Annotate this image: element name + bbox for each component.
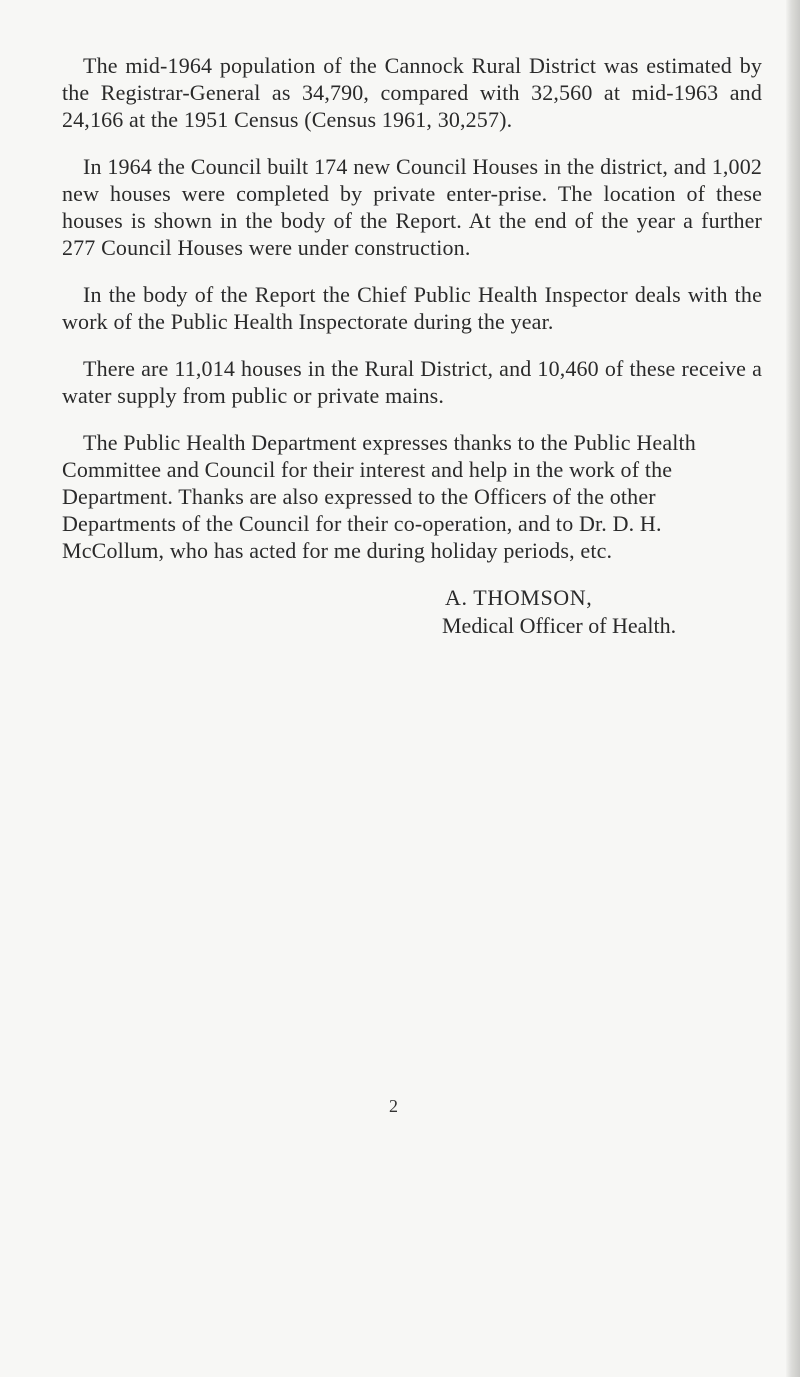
- paragraph-water-supply: There are 11,014 houses in the Rural District, and 10,460 of these receive a water supply from public or private mains.: [62, 356, 762, 408]
- signatory-name: A. THOMSON,: [445, 585, 593, 610]
- paragraph-housing: In 1964 the Council built 174 new Council Houses in the district, and 1,002 new houses were completed by private enter-prise. The location of these houses is shown in the body of the Report. At the end of the year a further 277 Council Houses were under construction.: [62, 154, 762, 260]
- paragraph-inspectorate: In the body of the Report the Chief Public Health Inspector deals with the work of the Public Health Inspectorate during the year.: [62, 282, 762, 334]
- paragraph-acknowledgements: The Public Health Department expresses thanks to the Public Health Committee and Council for their interest and help in the work of the Department. Thanks are also expressed to the Officers of the other Departments of the Council for their co-operation, and to Dr. D. H. McCollum, who has acted for me during holiday periods, etc.: [62, 430, 696, 563]
- paragraph-population: The mid-1964 population of the Cannock Rural District was estimated by the Registrar-General as 34,790, compared with 32,560 at mid-1963 and 24,166 at the 1951 Census (Census 1961, 30,257).: [62, 53, 762, 132]
- page-number: 2: [389, 1096, 398, 1116]
- document-page: [62, 52, 762, 640]
- signature-block: [442, 584, 762, 640]
- signatory-title: Medical Officer of Health.: [442, 613, 677, 638]
- page-edge-shadow: [786, 0, 800, 1377]
